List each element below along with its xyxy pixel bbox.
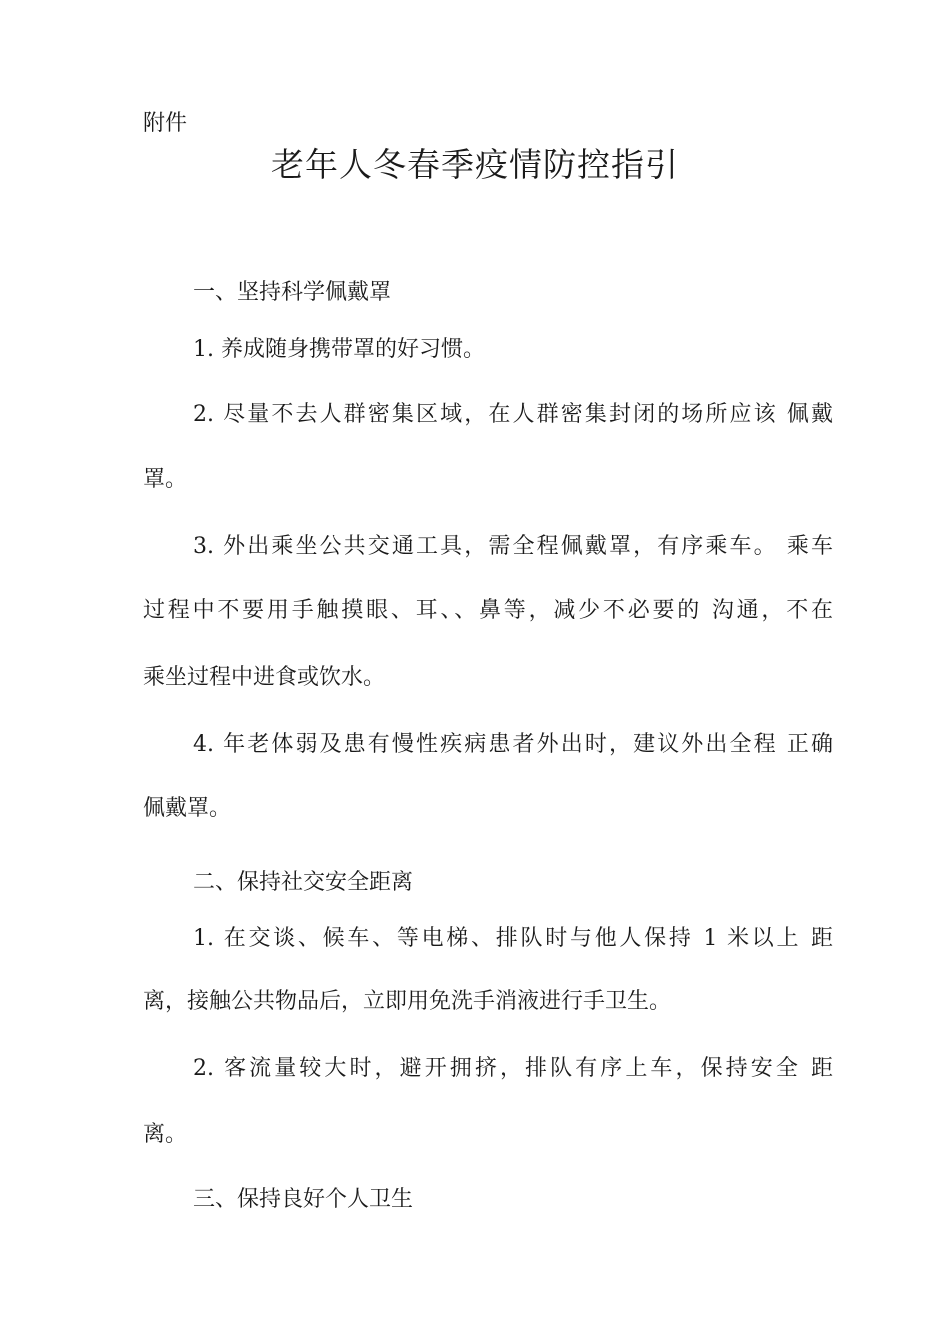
section-1-item-4-line-2: 佩戴罩。 — [143, 796, 232, 821]
section-1-item-3-line-3: 乘坐过程中进食或饮水。 — [143, 665, 386, 690]
section-1-item-3-line-2: 过程中不要用手触摸眼、耳、、鼻等，减少不必要的 沟通，不在 — [143, 598, 833, 623]
section-3-heading: 三、保持良好个人卫生 — [193, 1187, 414, 1212]
section-1-item-3-line-1: 3. 外出乘坐公共交通工具，需全程佩戴罩，有序乘车。 乘车 — [193, 534, 833, 559]
section-2-item-1-line-1: 1. 在交谈、候车、等电梯、排队时与他人保持 1 米以上 距 — [193, 926, 833, 951]
section-2-item-1-line-2: 离，接触公共物品后，立即用免洗手消液进行手卫生。 — [143, 989, 672, 1014]
attachment-label: 附件 — [143, 111, 188, 136]
section-1-item-2-line-1: 2. 尽量不去人群密集区域，在人群密集封闭的场所应该 佩戴 — [193, 402, 833, 427]
section-1-item-4-line-1: 4. 年老体弱及患有慢性疾病患者外出时，建议外出全程 正确 — [193, 732, 833, 757]
section-2-item-2-line-1: 2. 客流量较大时，避开拥挤，排队有序上车，保持安全 距 — [193, 1056, 833, 1081]
section-2-item-2-line-2: 离。 — [143, 1122, 188, 1147]
section-1-item-2-line-2: 罩。 — [143, 467, 188, 492]
section-1-item-1: 1. 养成随身携带罩的好习惯。 — [193, 337, 485, 362]
section-1-heading: 一、坚持科学佩戴罩 — [193, 280, 392, 305]
section-2-heading: 二、保持社交安全距离 — [193, 870, 414, 895]
document-title: 老年人冬春季疫情防控指引 — [271, 145, 679, 184]
